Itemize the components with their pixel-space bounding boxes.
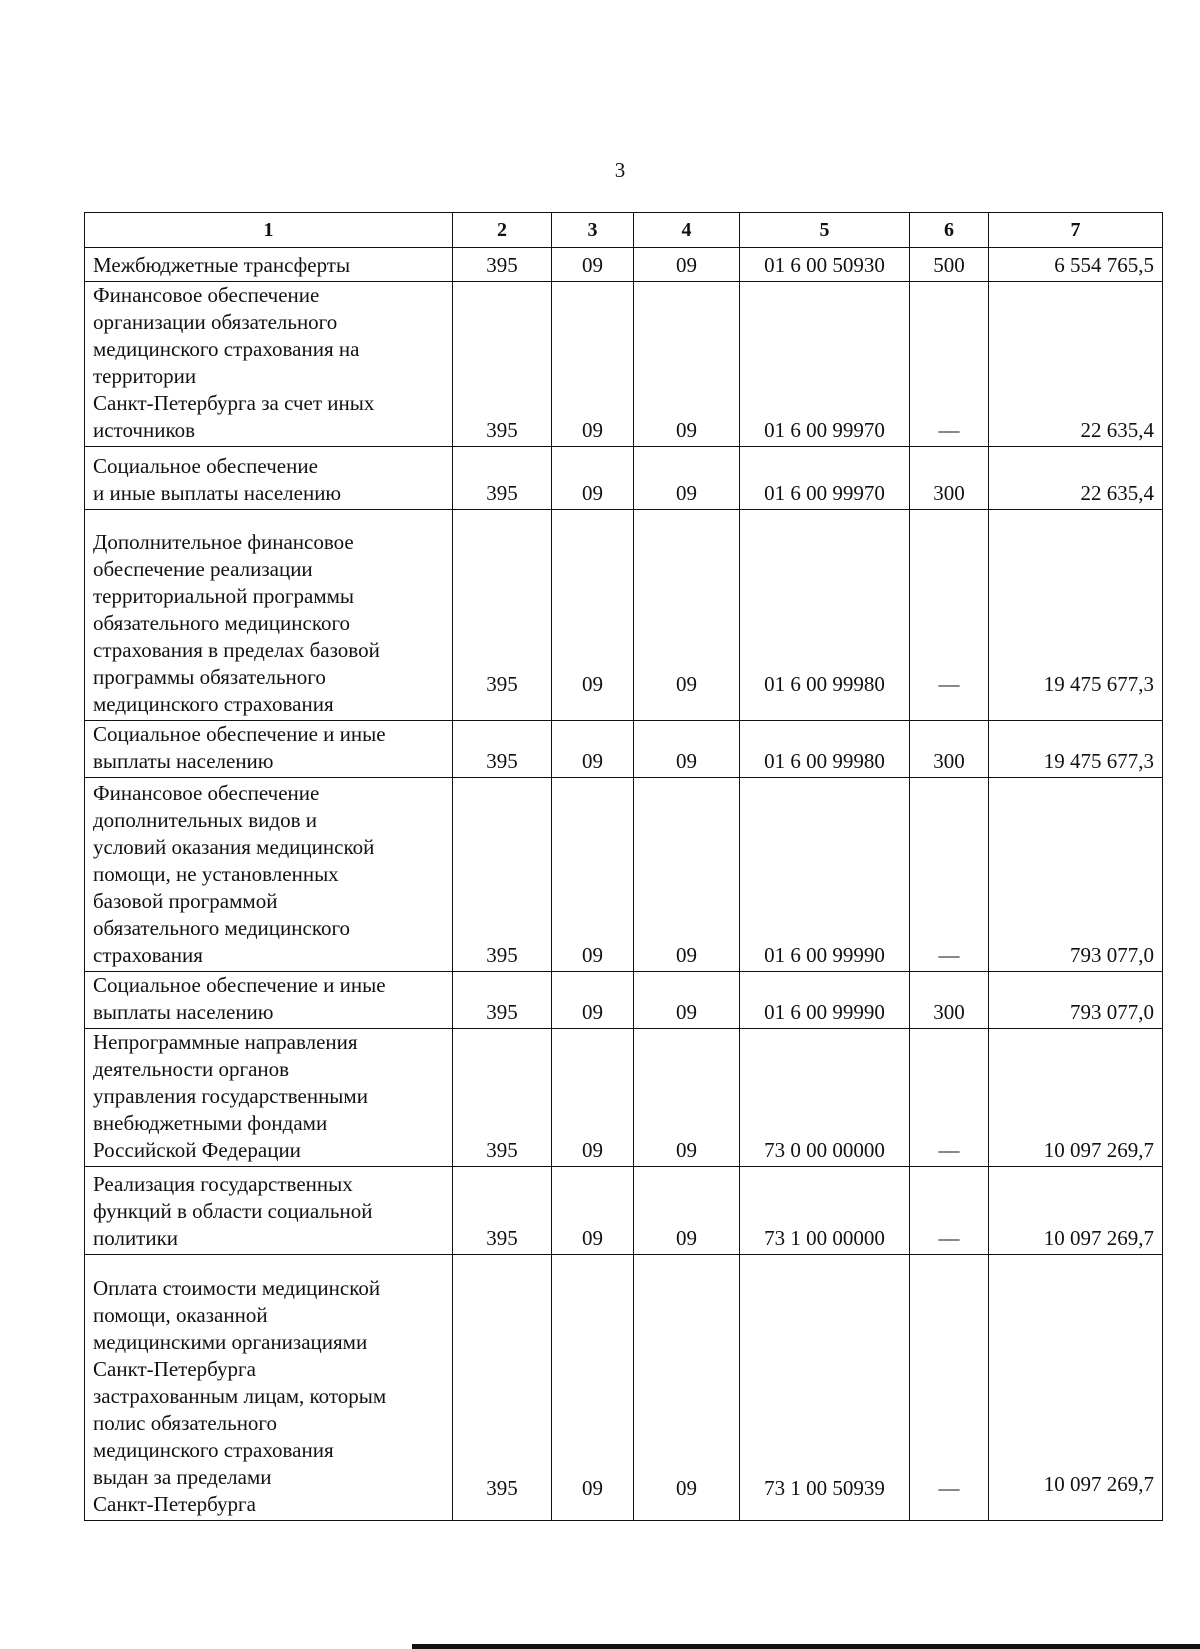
- row-code-3: 09: [552, 778, 634, 972]
- row-name: Финансовое обеспечение дополнительных видов и условий оказания медицинской помощи, не установленных базовой программой обязательного медицинского страхования: [85, 778, 453, 972]
- row-code-5: 01 6 00 99970: [740, 447, 910, 510]
- table-row: [85, 510, 1163, 721]
- table-row: [85, 721, 1163, 778]
- row-amount: 6 554 765,5: [989, 248, 1163, 282]
- row-code-2: 395: [453, 1255, 552, 1521]
- row-name: Реализация государственных функций в области социальной политики: [85, 1167, 453, 1255]
- row-name: Межбюджетные трансферты: [85, 248, 453, 282]
- row-code-5: 01 6 00 99990: [740, 778, 910, 972]
- header-col-3: 3: [552, 213, 634, 248]
- header-col-4: 4: [634, 213, 740, 248]
- row-code-4: 09: [634, 282, 740, 447]
- row-amount: 793 077,0: [989, 972, 1163, 1029]
- row-code-6: —: [910, 282, 989, 447]
- row-code-2: 395: [453, 1167, 552, 1255]
- row-code-6: —: [910, 1255, 989, 1521]
- row-code-4: 09: [634, 721, 740, 778]
- row-code-6: —: [910, 778, 989, 972]
- header-row: [85, 213, 1163, 248]
- row-code-2: 395: [453, 721, 552, 778]
- row-amount: 22 635,4: [989, 447, 1163, 510]
- row-code-5: 73 1 00 50939: [740, 1255, 910, 1521]
- row-code-6: 300: [910, 972, 989, 1029]
- row-code-6: —: [910, 1167, 989, 1255]
- row-code-6: 500: [910, 248, 989, 282]
- row-name: Финансовое обеспечение организации обязательного медицинского страхования на территории Санкт-Петербурга за счет иных источников: [85, 282, 453, 447]
- header-col-2: 2: [453, 213, 552, 248]
- row-code-2: 395: [453, 1029, 552, 1167]
- row-amount: 19 475 677,3: [989, 510, 1163, 721]
- table-row: [85, 447, 1163, 510]
- table-row: [85, 778, 1163, 972]
- row-name: Непрограммные направления деятельности органов управления государственными внебюджетными фондами Российской Федерации: [85, 1029, 453, 1167]
- row-code-6: 300: [910, 447, 989, 510]
- table-row: [85, 1167, 1163, 1255]
- bottom-scan-rule: [412, 1644, 1200, 1649]
- row-code-4: 09: [634, 1255, 740, 1521]
- row-code-5: 73 0 00 00000: [740, 1029, 910, 1167]
- row-name: Оплата стоимости медицинской помощи, оказанной медицинскими организациями Санкт-Петербурга застрахованным лицам, которым полис обязательного медицинского страхования выдан за пределами Санкт-Петербурга: [85, 1255, 453, 1521]
- row-code-6: 300: [910, 721, 989, 778]
- row-code-5: 01 6 00 99980: [740, 721, 910, 778]
- row-code-2: 395: [453, 510, 552, 721]
- row-amount: 10 097 269,7: [989, 1255, 1163, 1521]
- row-code-3: 09: [552, 282, 634, 447]
- row-code-5: 01 6 00 99990: [740, 972, 910, 1029]
- row-code-3: 09: [552, 248, 634, 282]
- row-amount: 19 475 677,3: [989, 721, 1163, 778]
- row-code-5: 01 6 00 99980: [740, 510, 910, 721]
- row-code-5: 73 1 00 00000: [740, 1167, 910, 1255]
- table-row: [85, 1255, 1163, 1521]
- row-code-6: —: [910, 510, 989, 721]
- row-code-3: 09: [552, 1255, 634, 1521]
- row-name: Социальное обеспечение и иные выплаты населению: [85, 972, 453, 1029]
- header-col-5: 5: [740, 213, 910, 248]
- row-name: Социальное обеспечение и иные выплаты населению: [85, 721, 453, 778]
- table-row: [85, 1029, 1163, 1167]
- row-code-4: 09: [634, 778, 740, 972]
- row-code-3: 09: [552, 1029, 634, 1167]
- header-col-1: 1: [85, 213, 453, 248]
- row-code-5: 01 6 00 50930: [740, 248, 910, 282]
- row-name: Социальное обеспечение и иные выплаты населению: [85, 447, 453, 510]
- row-code-3: 09: [552, 447, 634, 510]
- row-code-4: 09: [634, 972, 740, 1029]
- row-code-2: 395: [453, 778, 552, 972]
- row-amount: 10 097 269,7: [989, 1029, 1163, 1167]
- row-code-4: 09: [634, 248, 740, 282]
- table-row: [85, 248, 1163, 282]
- row-code-3: 09: [552, 721, 634, 778]
- row-code-2: 395: [453, 972, 552, 1029]
- row-amount: 22 635,4: [989, 282, 1163, 447]
- table-row: [85, 282, 1163, 447]
- row-code-4: 09: [634, 1029, 740, 1167]
- row-code-2: 395: [453, 447, 552, 510]
- row-amount: 10 097 269,7: [989, 1167, 1163, 1255]
- row-name: Дополнительное финансовое обеспечение реализации территориальной программы обязательного медицинского страхования в пределах базовой программы обязательного медицинского страхования: [85, 510, 453, 721]
- header-col-6: 6: [910, 213, 989, 248]
- row-code-4: 09: [634, 447, 740, 510]
- row-code-3: 09: [552, 1167, 634, 1255]
- page-number: 3: [614, 158, 626, 182]
- row-code-4: 09: [634, 510, 740, 721]
- row-code-4: 09: [634, 1167, 740, 1255]
- row-code-3: 09: [552, 972, 634, 1029]
- row-code-2: 395: [453, 248, 552, 282]
- row-code-3: 09: [552, 510, 634, 721]
- row-code-2: 395: [453, 282, 552, 447]
- row-code-5: 01 6 00 99970: [740, 282, 910, 447]
- header-col-7: 7: [989, 213, 1163, 248]
- table-row: [85, 972, 1163, 1029]
- row-amount: 793 077,0: [989, 778, 1163, 972]
- row-code-6: —: [910, 1029, 989, 1167]
- budget-table: [84, 212, 1163, 1521]
